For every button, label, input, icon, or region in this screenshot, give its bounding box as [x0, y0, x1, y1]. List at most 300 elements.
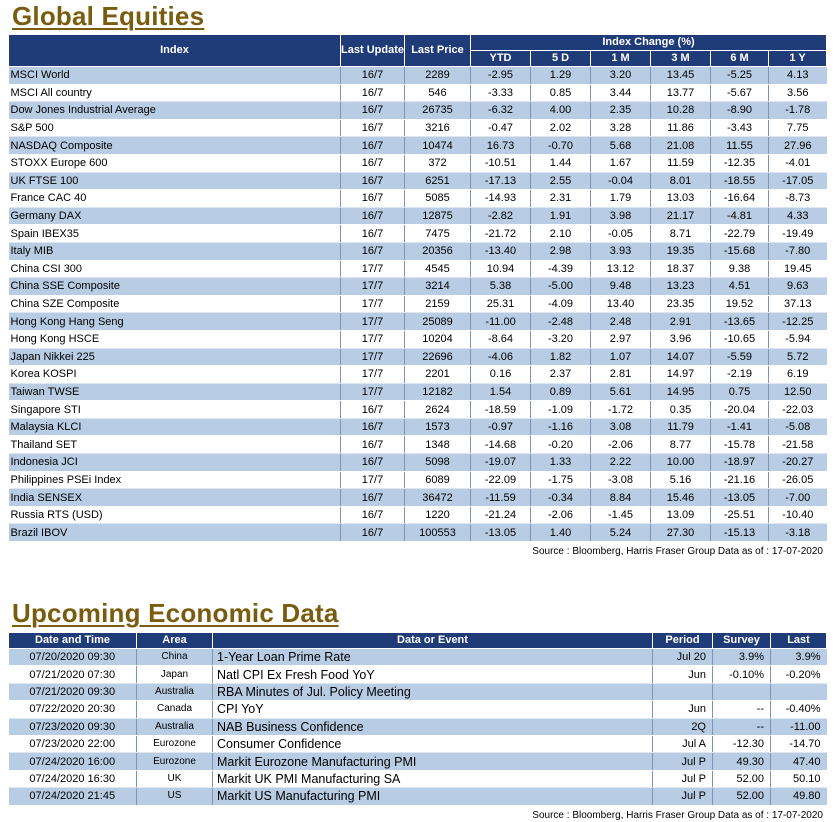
- cell-d5: 4.00: [531, 102, 591, 120]
- table-row: [9, 119, 827, 137]
- cell-m3: 8.01: [651, 172, 711, 190]
- cell-name: MSCI All country: [9, 84, 341, 102]
- cell-date: 17/7: [341, 366, 405, 384]
- cell-area: Eurozone: [137, 753, 213, 770]
- cell-dt: 07/24/2020 16:30: [9, 770, 137, 787]
- cell-last: 47.40: [771, 753, 827, 770]
- cell-name: NASDAQ Composite: [9, 137, 341, 155]
- cell-ytd: 16.73: [471, 137, 531, 155]
- table-row: [9, 383, 827, 401]
- cell-last: 3.9%: [771, 649, 827, 666]
- cell-period: Jul P: [653, 788, 713, 805]
- cell-area: Australia: [137, 683, 213, 700]
- cell-ytd: -8.64: [471, 330, 531, 348]
- cell-m3: 13.09: [651, 506, 711, 524]
- cell-date: 16/7: [341, 207, 405, 225]
- cell-m1: 13.40: [591, 295, 651, 313]
- cell-date: 16/7: [341, 84, 405, 102]
- cell-date: 16/7: [341, 119, 405, 137]
- table-row: [9, 506, 827, 524]
- cell-m3: 14.97: [651, 366, 711, 384]
- table-row: [9, 137, 827, 155]
- cell-date: 16/7: [341, 154, 405, 172]
- cell-price: 6089: [405, 471, 471, 489]
- cell-m6: -4.81: [711, 207, 769, 225]
- cell-price: 1573: [405, 418, 471, 436]
- cell-ytd: -14.68: [471, 436, 531, 454]
- cell-ytd: -19.07: [471, 454, 531, 472]
- cell-ytd: -0.97: [471, 418, 531, 436]
- cell-dt: 07/23/2020 09:30: [9, 718, 137, 735]
- cell-last: -11.00: [771, 718, 827, 735]
- cell-d5: 2.37: [531, 366, 591, 384]
- cell-m6: -18.97: [711, 454, 769, 472]
- cell-last: -14.70: [771, 735, 827, 752]
- cell-m1: 3.20: [591, 67, 651, 85]
- cell-price: 7475: [405, 225, 471, 243]
- cell-ytd: -11.00: [471, 313, 531, 331]
- cell-name: China SSE Composite: [9, 278, 341, 296]
- cell-m6: -15.68: [711, 242, 769, 260]
- cell-m1: 8.84: [591, 489, 651, 507]
- cell-event: Consumer Confidence: [213, 735, 653, 752]
- cell-m6: -20.04: [711, 401, 769, 419]
- cell-price: 4545: [405, 260, 471, 278]
- cell-m3: 10.28: [651, 102, 711, 120]
- cell-date: 17/7: [341, 278, 405, 296]
- cell-ytd: -3.33: [471, 84, 531, 102]
- cell-event: NAB Business Confidence: [213, 718, 653, 735]
- cell-m3: 2.91: [651, 313, 711, 331]
- cell-m3: 19.35: [651, 242, 711, 260]
- cell-m6: -25.51: [711, 506, 769, 524]
- table-row: [9, 190, 827, 208]
- cell-m6: -5.67: [711, 84, 769, 102]
- cell-date: 16/7: [341, 418, 405, 436]
- cell-ytd: 1.54: [471, 383, 531, 401]
- cell-y1: 3.56: [769, 84, 827, 102]
- table-row: [9, 278, 827, 296]
- cell-price: 2289: [405, 67, 471, 85]
- equities-table: [8, 34, 827, 542]
- cell-dt: 07/23/2020 22:00: [9, 735, 137, 752]
- table-row: [9, 207, 827, 225]
- cell-m6: -5.59: [711, 348, 769, 366]
- header-1m: 1 M: [591, 51, 651, 67]
- cell-date: 17/7: [341, 295, 405, 313]
- cell-d5: 2.02: [531, 119, 591, 137]
- cell-last: 50.10: [771, 770, 827, 787]
- cell-ytd: 5.38: [471, 278, 531, 296]
- cell-ytd: -14.93: [471, 190, 531, 208]
- header-1y: 1 Y: [769, 51, 827, 67]
- cell-survey: -0.10%: [713, 666, 771, 683]
- cell-y1: 19.45: [769, 260, 827, 278]
- cell-m3: 0.35: [651, 401, 711, 419]
- cell-m6: 0.75: [711, 383, 769, 401]
- cell-name: Thailand SET: [9, 436, 341, 454]
- cell-name: India SENSEX: [9, 489, 341, 507]
- cell-name: MSCI World: [9, 67, 341, 85]
- cell-y1: -10.40: [769, 506, 827, 524]
- cell-period: Jul A: [653, 735, 713, 752]
- header-6m: 6 M: [711, 51, 769, 67]
- cell-m1: 3.28: [591, 119, 651, 137]
- cell-m1: -0.05: [591, 225, 651, 243]
- cell-period: [653, 683, 713, 700]
- cell-price: 1348: [405, 436, 471, 454]
- cell-ytd: -21.72: [471, 225, 531, 243]
- table-row: [9, 436, 827, 454]
- cell-y1: 12.50: [769, 383, 827, 401]
- cell-date: 16/7: [341, 172, 405, 190]
- cell-price: 100553: [405, 524, 471, 542]
- cell-d5: -4.39: [531, 260, 591, 278]
- cell-m1: 3.98: [591, 207, 651, 225]
- economic-table: [8, 632, 827, 806]
- cell-area: Canada: [137, 701, 213, 718]
- header-data-event: Data or Event: [213, 633, 653, 649]
- cell-m1: -2.06: [591, 436, 651, 454]
- cell-d5: -2.06: [531, 506, 591, 524]
- header-date-time: Date and Time: [9, 633, 137, 649]
- cell-y1: 5.72: [769, 348, 827, 366]
- cell-d5: -5.00: [531, 278, 591, 296]
- cell-price: 26735: [405, 102, 471, 120]
- cell-m6: -1.41: [711, 418, 769, 436]
- cell-m6: -8.90: [711, 102, 769, 120]
- cell-y1: -22.03: [769, 401, 827, 419]
- cell-date: 16/7: [341, 225, 405, 243]
- cell-period: Jul P: [653, 770, 713, 787]
- cell-y1: 7.75: [769, 119, 827, 137]
- list-item: [9, 770, 827, 787]
- cell-ytd: -17.13: [471, 172, 531, 190]
- cell-m6: 11.55: [711, 137, 769, 155]
- cell-m1: 2.97: [591, 330, 651, 348]
- cell-period: 2Q: [653, 718, 713, 735]
- header-last: Last: [771, 633, 827, 649]
- cell-m6: -12.35: [711, 154, 769, 172]
- table-row: [9, 102, 827, 120]
- equities-title: Global Equities: [12, 1, 205, 31]
- cell-event: Markit US Manufacturing PMI: [213, 788, 653, 805]
- cell-date: 16/7: [341, 102, 405, 120]
- header-5d: 5 D: [531, 51, 591, 67]
- cell-y1: -21.58: [769, 436, 827, 454]
- cell-date: 17/7: [341, 383, 405, 401]
- cell-date: 16/7: [341, 454, 405, 472]
- table-row: [9, 172, 827, 190]
- list-item: [9, 718, 827, 735]
- cell-y1: 37.13: [769, 295, 827, 313]
- cell-name: Germany DAX: [9, 207, 341, 225]
- table-row: [9, 471, 827, 489]
- cell-price: 25089: [405, 313, 471, 331]
- cell-y1: -1.78: [769, 102, 827, 120]
- cell-d5: 1.33: [531, 454, 591, 472]
- cell-y1: -5.94: [769, 330, 827, 348]
- cell-name: Korea KOSPI: [9, 366, 341, 384]
- cell-survey: 52.00: [713, 770, 771, 787]
- cell-d5: -1.09: [531, 401, 591, 419]
- list-item: [9, 701, 827, 718]
- cell-d5: -4.09: [531, 295, 591, 313]
- cell-y1: -17.05: [769, 172, 827, 190]
- cell-ytd: 0.16: [471, 366, 531, 384]
- table-row: [9, 242, 827, 260]
- table-row: [9, 489, 827, 507]
- cell-y1: -26.05: [769, 471, 827, 489]
- cell-m1: -1.45: [591, 506, 651, 524]
- cell-last: 49.80: [771, 788, 827, 805]
- cell-m1: 1.07: [591, 348, 651, 366]
- cell-d5: -1.75: [531, 471, 591, 489]
- cell-ytd: -13.40: [471, 242, 531, 260]
- cell-name: STOXX Europe 600: [9, 154, 341, 172]
- cell-event: Markit Eurozone Manufacturing PMI: [213, 753, 653, 770]
- cell-price: 10474: [405, 137, 471, 155]
- cell-price: 2159: [405, 295, 471, 313]
- header-area: Area: [137, 633, 213, 649]
- table-row: [9, 348, 827, 366]
- cell-price: 2624: [405, 401, 471, 419]
- header-survey: Survey: [713, 633, 771, 649]
- cell-y1: 27.96: [769, 137, 827, 155]
- cell-m1: 3.08: [591, 418, 651, 436]
- cell-y1: -7.80: [769, 242, 827, 260]
- cell-date: 16/7: [341, 506, 405, 524]
- cell-m6: -13.05: [711, 489, 769, 507]
- cell-date: 17/7: [341, 471, 405, 489]
- cell-y1: 9.63: [769, 278, 827, 296]
- cell-m3: 21.17: [651, 207, 711, 225]
- cell-m3: 13.23: [651, 278, 711, 296]
- cell-m1: 5.24: [591, 524, 651, 542]
- cell-dt: 07/24/2020 16:00: [9, 753, 137, 770]
- table-row: [9, 295, 827, 313]
- cell-m6: -13.65: [711, 313, 769, 331]
- cell-m1: -1.72: [591, 401, 651, 419]
- cell-date: 16/7: [341, 137, 405, 155]
- cell-ytd: -18.59: [471, 401, 531, 419]
- cell-name: Hong Kong Hang Seng: [9, 313, 341, 331]
- cell-d5: -0.20: [531, 436, 591, 454]
- cell-date: 16/7: [341, 67, 405, 85]
- cell-m1: 3.93: [591, 242, 651, 260]
- cell-m6: 9.38: [711, 260, 769, 278]
- cell-name: Spain IBEX35: [9, 225, 341, 243]
- cell-name: Malaysia KLCI: [9, 418, 341, 436]
- table-row: [9, 330, 827, 348]
- header-period: Period: [653, 633, 713, 649]
- cell-area: China: [137, 649, 213, 666]
- cell-dt: 07/20/2020 09:30: [9, 649, 137, 666]
- cell-ytd: -2.95: [471, 67, 531, 85]
- cell-m3: 8.77: [651, 436, 711, 454]
- cell-d5: 1.40: [531, 524, 591, 542]
- cell-date: 16/7: [341, 242, 405, 260]
- cell-d5: 1.44: [531, 154, 591, 172]
- cell-m6: -3.43: [711, 119, 769, 137]
- cell-y1: -3.18: [769, 524, 827, 542]
- cell-m3: 15.46: [651, 489, 711, 507]
- cell-dt: 07/21/2020 07:30: [9, 666, 137, 683]
- cell-period: Jun: [653, 701, 713, 718]
- cell-price: 3214: [405, 278, 471, 296]
- cell-ytd: 25.31: [471, 295, 531, 313]
- cell-d5: 1.91: [531, 207, 591, 225]
- cell-area: Eurozone: [137, 735, 213, 752]
- cell-m3: 13.45: [651, 67, 711, 85]
- cell-y1: 4.33: [769, 207, 827, 225]
- cell-m3: 8.71: [651, 225, 711, 243]
- list-item: [9, 735, 827, 752]
- cell-price: 546: [405, 84, 471, 102]
- cell-price: 1220: [405, 506, 471, 524]
- cell-m1: 2.35: [591, 102, 651, 120]
- cell-price: 12875: [405, 207, 471, 225]
- cell-m1: 3.44: [591, 84, 651, 102]
- cell-name: Indonesia JCI: [9, 454, 341, 472]
- cell-survey: [713, 683, 771, 700]
- cell-name: Japan Nikkei 225: [9, 348, 341, 366]
- cell-d5: -0.70: [531, 137, 591, 155]
- cell-m3: 14.95: [651, 383, 711, 401]
- cell-m3: 21.08: [651, 137, 711, 155]
- table-row: [9, 418, 827, 436]
- cell-m3: 27.30: [651, 524, 711, 542]
- cell-m1: -0.04: [591, 172, 651, 190]
- cell-d5: -2.48: [531, 313, 591, 331]
- cell-m6: 4.51: [711, 278, 769, 296]
- cell-price: 20356: [405, 242, 471, 260]
- cell-d5: 2.31: [531, 190, 591, 208]
- cell-area: Australia: [137, 718, 213, 735]
- cell-last: -0.40%: [771, 701, 827, 718]
- cell-m1: 1.67: [591, 154, 651, 172]
- cell-date: 16/7: [341, 436, 405, 454]
- cell-date: 16/7: [341, 489, 405, 507]
- cell-ytd: -2.82: [471, 207, 531, 225]
- cell-date: 16/7: [341, 524, 405, 542]
- cell-period: Jul 20: [653, 649, 713, 666]
- table-row: [9, 366, 827, 384]
- cell-y1: -19.49: [769, 225, 827, 243]
- cell-m6: -2.19: [711, 366, 769, 384]
- cell-d5: 2.55: [531, 172, 591, 190]
- cell-name: France CAC 40: [9, 190, 341, 208]
- cell-m3: 18.37: [651, 260, 711, 278]
- cell-survey: --: [713, 701, 771, 718]
- cell-m6: -15.13: [711, 524, 769, 542]
- cell-ytd: -11.59: [471, 489, 531, 507]
- cell-m1: -3.08: [591, 471, 651, 489]
- cell-date: 17/7: [341, 313, 405, 331]
- cell-ytd: -22.09: [471, 471, 531, 489]
- cell-m1: 13.12: [591, 260, 651, 278]
- cell-m1: 2.22: [591, 454, 651, 472]
- cell-m1: 2.81: [591, 366, 651, 384]
- cell-name: Philippines PSEi Index: [9, 471, 341, 489]
- cell-survey: --: [713, 718, 771, 735]
- cell-m1: 5.61: [591, 383, 651, 401]
- economic-title: Upcoming Economic Data: [12, 598, 339, 628]
- cell-dt: 07/22/2020 20:30: [9, 701, 137, 718]
- cell-name: China SZE Composite: [9, 295, 341, 313]
- cell-name: Hong Kong HSCE: [9, 330, 341, 348]
- table-row: [9, 454, 827, 472]
- cell-area: UK: [137, 770, 213, 787]
- cell-event: Natl CPI Ex Fresh Food YoY: [213, 666, 653, 683]
- cell-m6: -10.65: [711, 330, 769, 348]
- header-3m: 3 M: [651, 51, 711, 67]
- table-row: [9, 260, 827, 278]
- header-last-price: Last Price: [405, 35, 471, 67]
- cell-m6: -22.79: [711, 225, 769, 243]
- table-row: [9, 401, 827, 419]
- cell-m6: 19.52: [711, 295, 769, 313]
- cell-y1: -7.00: [769, 489, 827, 507]
- cell-area: Japan: [137, 666, 213, 683]
- cell-ytd: -10.51: [471, 154, 531, 172]
- cell-name: UK FTSE 100: [9, 172, 341, 190]
- list-item: [9, 683, 827, 700]
- cell-d5: 0.85: [531, 84, 591, 102]
- cell-y1: 4.13: [769, 67, 827, 85]
- cell-area: US: [137, 788, 213, 805]
- cell-m3: 14.07: [651, 348, 711, 366]
- cell-event: CPI YoY: [213, 701, 653, 718]
- list-item: [9, 649, 827, 666]
- cell-price: 12182: [405, 383, 471, 401]
- cell-ytd: -13.05: [471, 524, 531, 542]
- cell-m3: 3.96: [651, 330, 711, 348]
- cell-m1: 1.79: [591, 190, 651, 208]
- cell-ytd: -21.24: [471, 506, 531, 524]
- cell-price: 10204: [405, 330, 471, 348]
- cell-ytd: -6.32: [471, 102, 531, 120]
- cell-survey: 52.00: [713, 788, 771, 805]
- cell-name: Russia RTS (USD): [9, 506, 341, 524]
- cell-date: 17/7: [341, 260, 405, 278]
- cell-m1: 5.68: [591, 137, 651, 155]
- cell-d5: -3.20: [531, 330, 591, 348]
- cell-m1: 9.48: [591, 278, 651, 296]
- table-row: [9, 154, 827, 172]
- cell-ytd: -0.47: [471, 119, 531, 137]
- cell-price: 6251: [405, 172, 471, 190]
- cell-m3: 23.35: [651, 295, 711, 313]
- cell-d5: 2.10: [531, 225, 591, 243]
- cell-event: Markit UK PMI Manufacturing SA: [213, 770, 653, 787]
- table-row: [9, 67, 827, 85]
- header-index: Index: [9, 35, 341, 67]
- cell-d5: 1.82: [531, 348, 591, 366]
- cell-date: 17/7: [341, 348, 405, 366]
- cell-m3: 11.79: [651, 418, 711, 436]
- cell-d5: 1.29: [531, 67, 591, 85]
- cell-y1: -20.27: [769, 454, 827, 472]
- cell-survey: 3.9%: [713, 649, 771, 666]
- cell-m3: 10.00: [651, 454, 711, 472]
- cell-m3: 5.16: [651, 471, 711, 489]
- cell-d5: 2.98: [531, 242, 591, 260]
- table-row: [9, 84, 827, 102]
- cell-price: 3216: [405, 119, 471, 137]
- cell-m6: -15.78: [711, 436, 769, 454]
- table-row: [9, 225, 827, 243]
